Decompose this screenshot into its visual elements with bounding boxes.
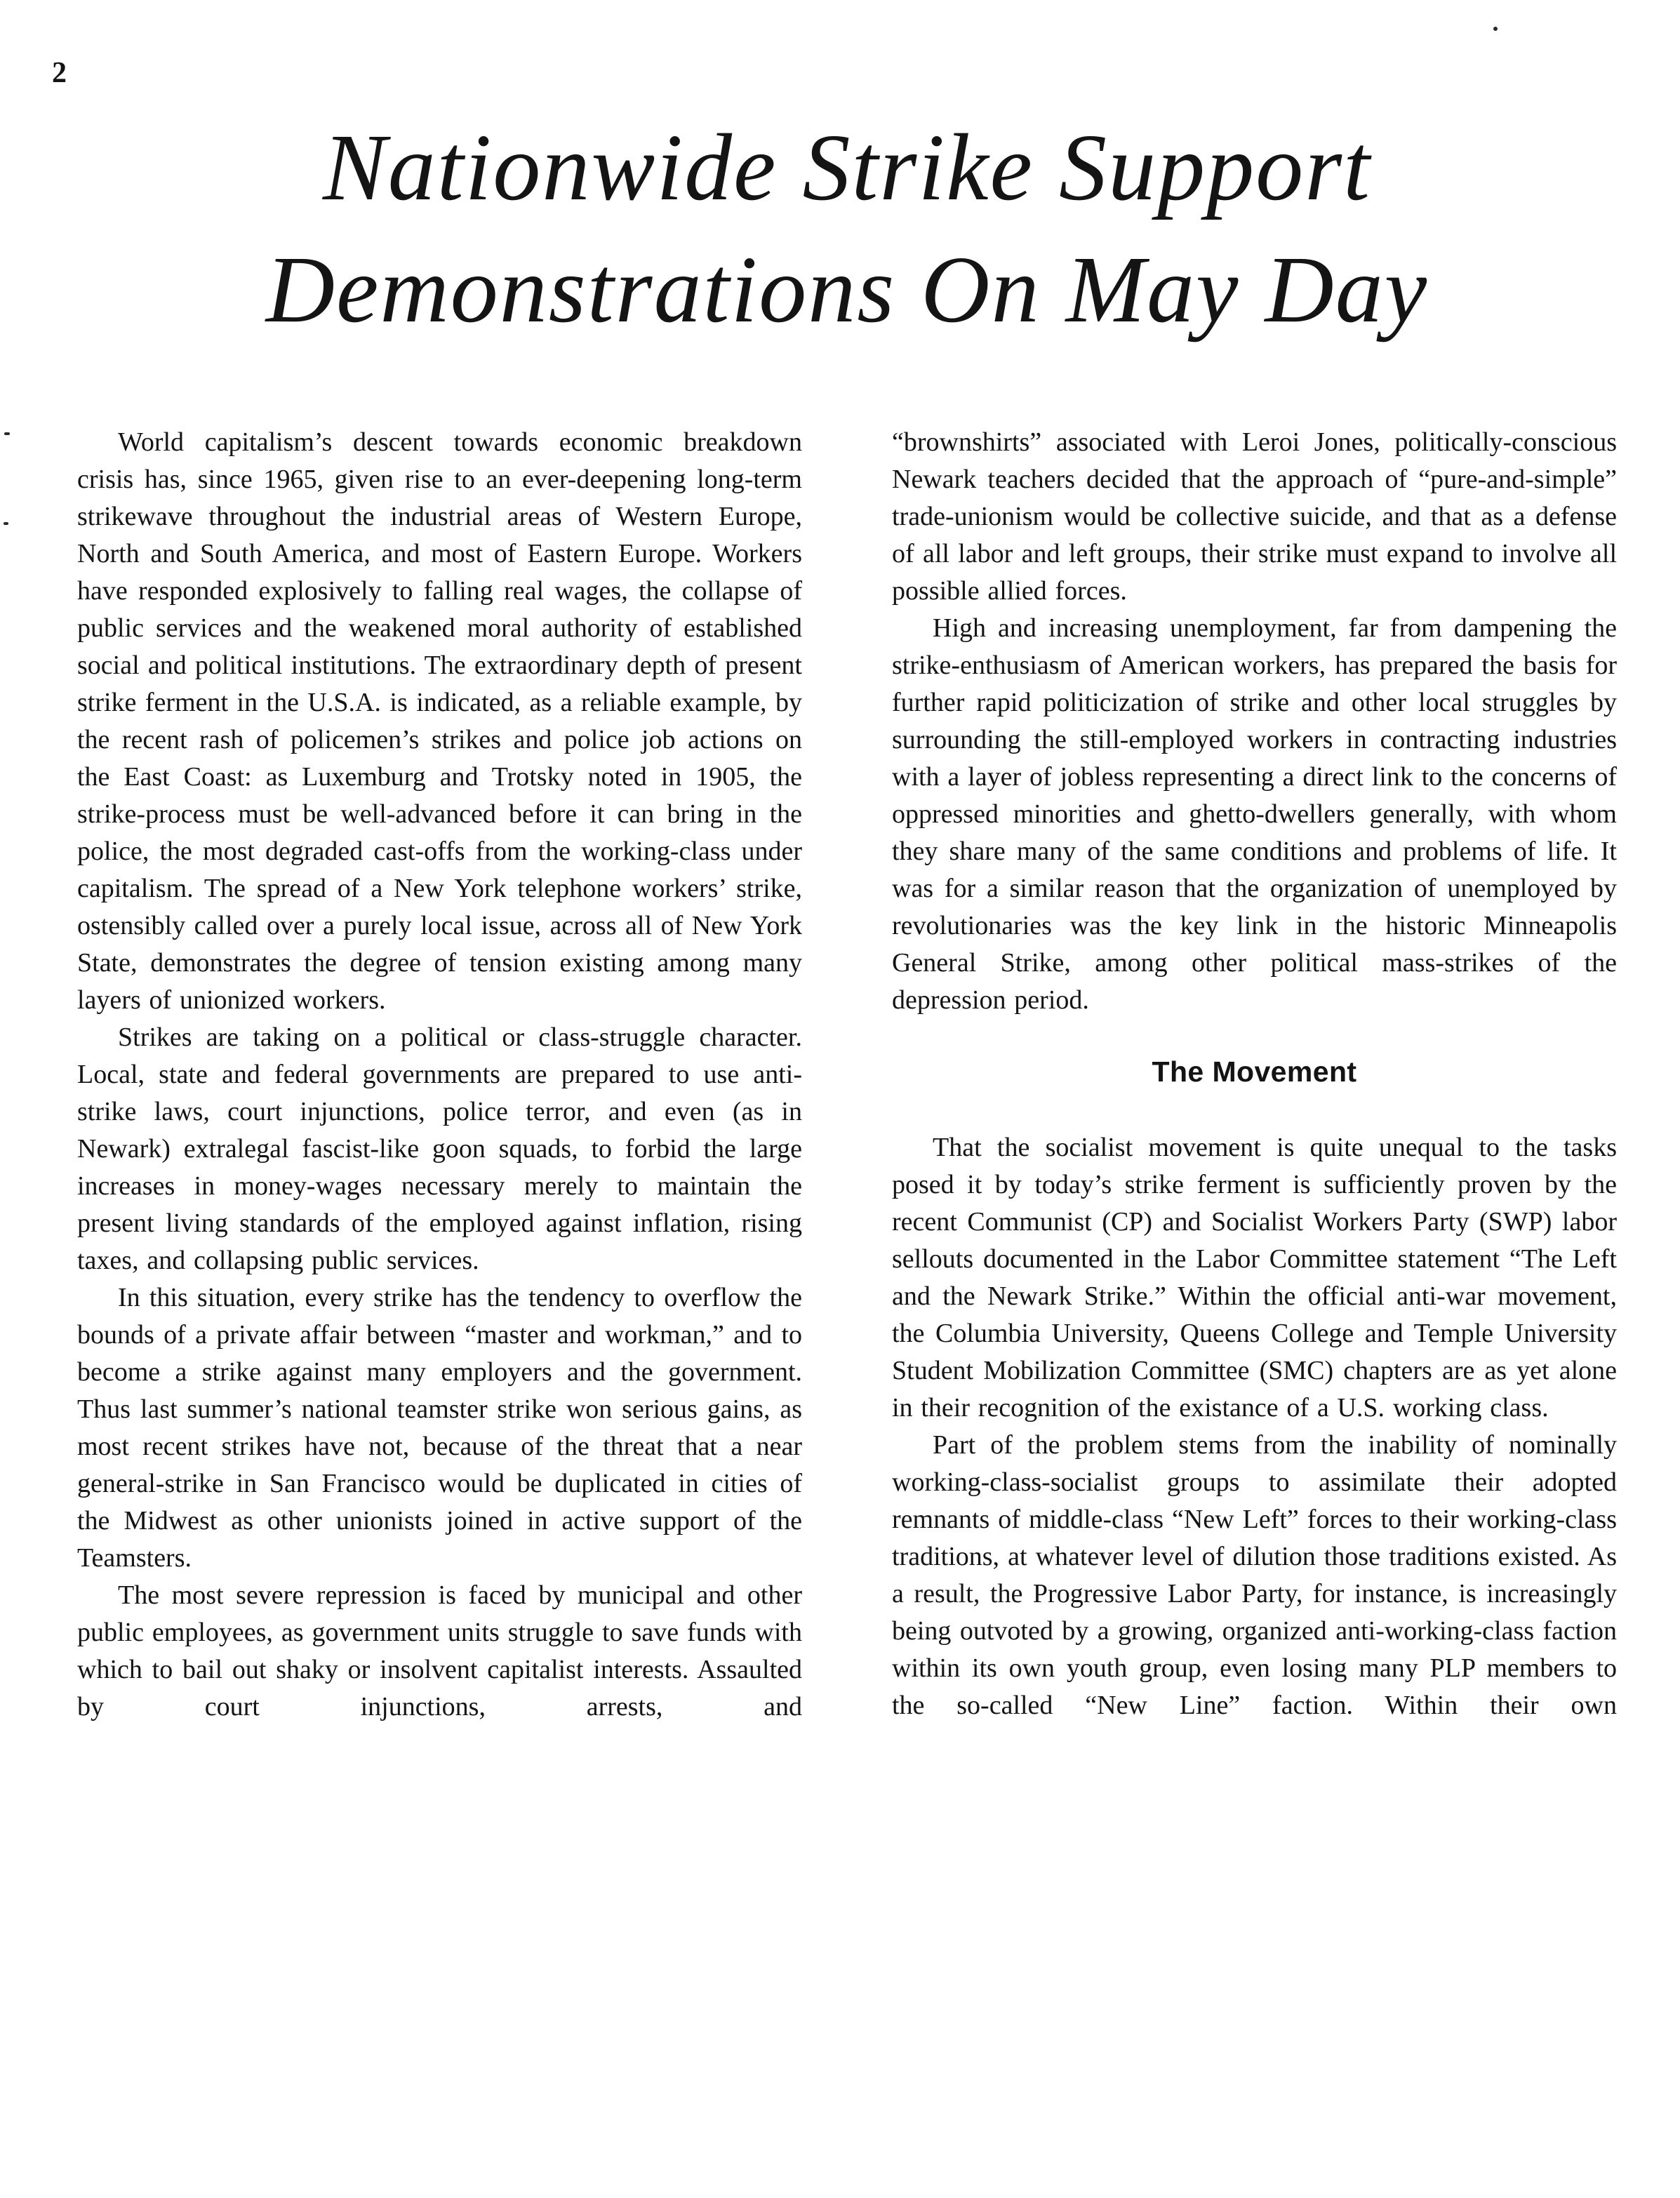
paragraph: In this situation, every strike has the tendency to overflow the bounds of a private affair between “master and workman,” and to become a strike against many employers and the government. Thus last summer’s national teamster strike won serious gains, as most recent strikes have not, because of the threat that a near general-strike in San Francisco would be duplicated in cities of the Midwest as other unionists joined in active support of the Teamsters.	[77, 1283, 802, 1573]
paragraph: High and increasing unemployment, far from dampening the strike-enthusiasm of American workers, has prepared the basis for further rapid politicization of strike and other local struggles by surrounding the still-employed workers in contracting industries with a layer of jobless representing a direct link to the concerns of oppressed minorities and ghetto-dwellers generally, with whom they share many of the same conditions and problems of life. It was for a similar reason that the organization of unemployed by revolutionaries was the key link in the historic Minneapolis General Strike, among other political mass-strikes of the depression period.	[892, 613, 1617, 1015]
paragraph: The most severe repression is faced by municipal and other public employees, as government units struggle to save funds with which to bail out shaky or insolvent capitalist interests. Assaulted by court injunctions, arrests, and	[77, 1580, 802, 1722]
headline-line-1: Nationwide Strike Support	[322, 115, 1372, 220]
paragraph: Part of the problem stems from the inability of nominally working-class-socialist groups to assimilate their adopted remnants of middle-class “New Left” forces to their working-class traditions, at whatever level of dilution those traditions existed. As a result, the Progressive Labor Party, for instance, is increasingly being outvoted by a growing, organized anti-working-class faction within its own youth group, even losing many PLP members to the so-called “New Line” faction. Within their own	[892, 1430, 1617, 1721]
paragraph: Strikes are taking on a political or class-struggle character. Local, state and federal governments are prepared to use anti-strike laws, court injunctions, police terror, and even (as in Newark) extralegal fascist-like goon squads, to forbid the large increases in money-wages necessary merely to maintain the present living standards of the employed against inflation, rising taxes, and collapsing public services.	[77, 1023, 802, 1276]
paragraph: “brownshirts” associated with Leroi Jones, politically-conscious Newark teachers decided that the approach of “pure-and-simple” trade-unionism would be collective suicide, and that as a defense of all labor and left groups, their strike must expand to involve all possible allied forces.	[892, 427, 1617, 606]
section-heading: The Movement	[1152, 1055, 1357, 1088]
right-column	[892, 424, 1617, 1726]
page-number: 2	[52, 57, 67, 89]
paragraph: World capitalism’s descent towards economic breakdown crisis has, since 1965, given rise to an ever-deepening long-term strikewave throughout the industrial areas of Western Europe, North and South America, and most of Eastern Europe. Workers have responded explosively to falling real wages, the collapse of public services and the weakened moral authority of established social and political institutions. The extraordinary depth of present strike ferment in the U.S.A. is indicated, as a reliable example, by the recent rash of policemen’s strikes and police job actions on the East Coast: as Luxemburg and Trotsky noted in 1905, the strike-process must be well-advanced before it can bring in the police, the most degraded cast-offs from the working-class under capitalism. The spread of a New York telephone workers’ strike, ostensibly called over a purely local issue, across all of New York State, demonstrates the degree of tension existing among many layers of unionized workers.	[77, 427, 802, 1015]
scan-speck	[4, 522, 8, 525]
scan-speck	[4, 432, 10, 435]
article-headline	[77, 107, 1617, 351]
left-column	[77, 424, 802, 1726]
article-body	[77, 424, 1617, 1726]
paragraph: That the socialist movement is quite unequal to the tasks posed it by today’s strike ferment is sufficiently proven by the recent Communist (CP) and Socialist Workers Party (SWP) labor sellouts documented in the Labor Committee statement “The Left and the Newark Strike.” Within the official anti-war movement, the Columbia University, Queens College and Temple University Student Mobilization Committee (SMC) chapters are as yet alone in their recognition of the existance of a U.S. working class.	[892, 1133, 1617, 1423]
scan-speck	[1493, 27, 1498, 31]
headline-line-2: Demonstrations On May Day	[265, 237, 1429, 343]
